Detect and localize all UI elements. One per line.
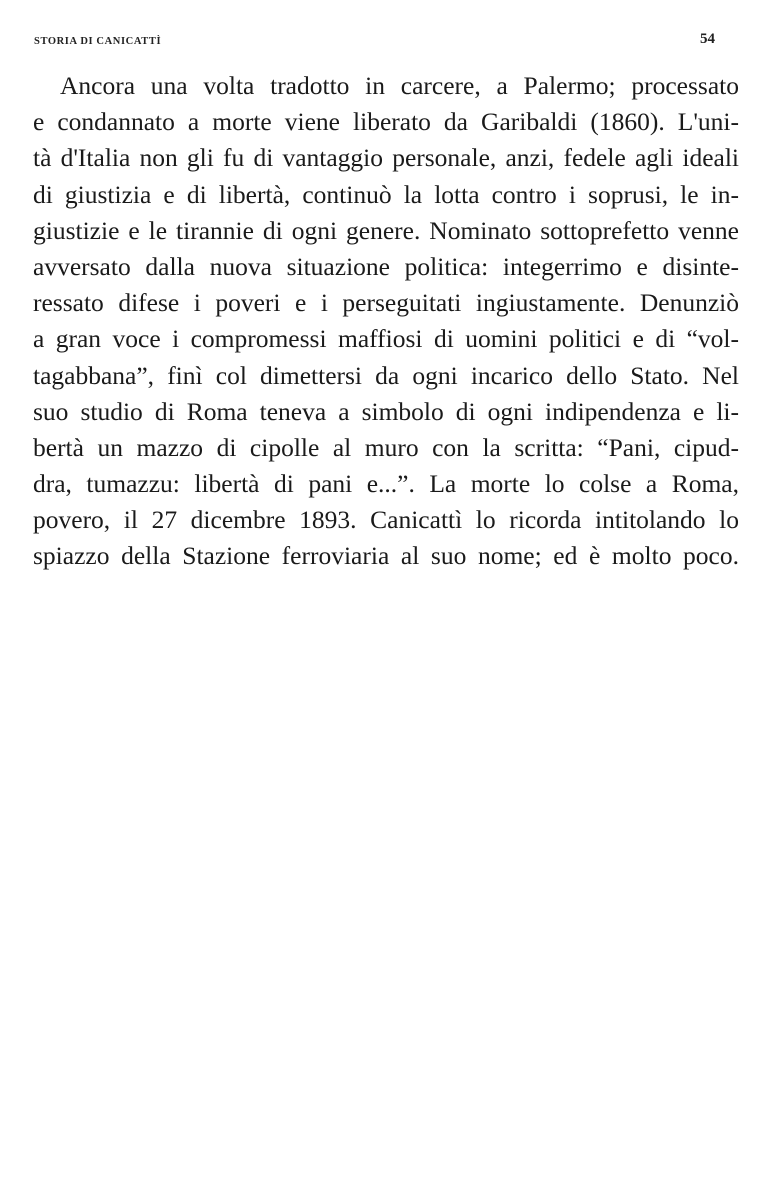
text-line: e condannato a morte viene liberato da Garibaldi (1860). L'uni- (33, 107, 739, 137)
text-line: tà d'Italia non gli fu di vantaggio personale, anzi, fedele agli ideali (33, 143, 739, 173)
body-paragraph (33, 68, 739, 575)
text-line: di giustizia e di libertà, continuò la lotta contro i soprusi, le in- (33, 179, 739, 209)
text-line: giustizie e le tirannie di ogni genere. Nominato sottoprefetto venne (33, 215, 739, 245)
text-line: a gran voce i compromessi maffiosi di uomini politici e di “vol- (33, 324, 739, 354)
page-number: 54 (700, 31, 715, 47)
text-line: povero, il 27 dicembre 1893. Canicattì lo ricorda intitolando lo (33, 505, 739, 535)
text-line: dra, tumazzu: libertà di pani e...”. La morte lo colse a Roma, (33, 469, 739, 499)
text-line: spiazzo della Stazione ferroviaria al suo nome; ed è molto poco. (33, 541, 739, 571)
text-line: avversato dalla nuova situazione politica: integerrimo e disinte- (33, 251, 739, 281)
text-line: tagabbana”, finì col dimettersi da ogni incarico dello Stato. Nel (33, 360, 739, 390)
text-line: bertà un mazzo di cipolle al muro con la scritta: “Pani, cipud- (33, 432, 739, 462)
running-header: STORIA DI CANICATTÌ (34, 36, 162, 47)
text-line: ressato difese i poveri e i perseguitati ingiustamente. Denunziò (33, 288, 739, 318)
text-line: suo studio di Roma teneva a simbolo di ogni indipendenza e li- (33, 396, 739, 426)
text-line: Ancora una volta tradotto in carcere, a Palermo; processato (60, 71, 739, 100)
